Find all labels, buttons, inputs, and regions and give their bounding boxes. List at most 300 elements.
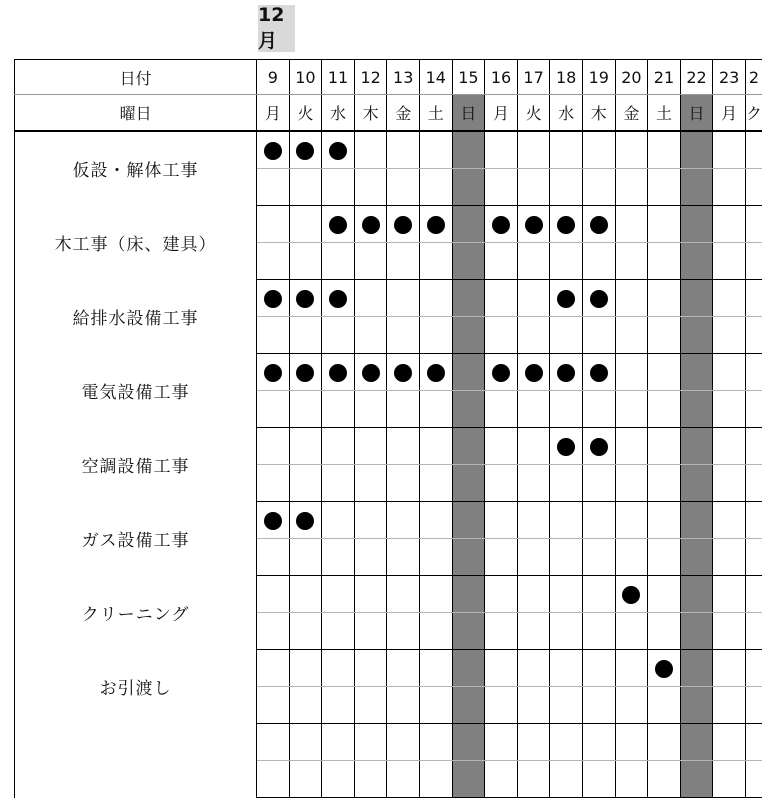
schedule-cell (387, 391, 420, 428)
schedule-cell (322, 317, 355, 354)
schedule-cell (322, 354, 355, 391)
schedule-cell (648, 317, 681, 354)
schedule-cell (517, 761, 550, 798)
task-row (15, 206, 762, 243)
schedule-cell (550, 613, 583, 650)
schedule-cell (452, 724, 485, 761)
schedule-cell (680, 243, 713, 280)
schedule-cell (354, 465, 387, 502)
task-name (15, 428, 257, 502)
schedule-cell (745, 687, 762, 724)
schedule-cell (615, 650, 648, 687)
scheduled-dot-icon (329, 142, 347, 160)
schedule-cell (713, 687, 746, 724)
schedule-cell (582, 539, 615, 576)
schedule-cell (582, 243, 615, 280)
schedule-cell (485, 687, 518, 724)
schedule-cell (713, 354, 746, 391)
schedule-cell (713, 724, 746, 761)
schedule-cell (420, 354, 453, 391)
schedule-cell (485, 354, 518, 391)
date-cell: 17 (517, 60, 550, 95)
schedule-cell (680, 280, 713, 317)
schedule-cell (452, 576, 485, 613)
schedule-cell (713, 539, 746, 576)
weekday-cell: 月 (485, 95, 518, 132)
schedule-cell (289, 687, 322, 724)
schedule-cell (713, 280, 746, 317)
weekday-cell: ク (745, 95, 762, 132)
schedule-cell (322, 687, 355, 724)
schedule-cell (582, 724, 615, 761)
schedule-cell (257, 280, 290, 317)
schedule-cell (289, 317, 322, 354)
schedule-cell (322, 131, 355, 169)
schedule-cell (322, 169, 355, 206)
schedule-cell (420, 206, 453, 243)
weekday-cell: 土 (420, 95, 453, 132)
task-name (15, 650, 257, 724)
schedule-cell (289, 354, 322, 391)
schedule-cell (713, 613, 746, 650)
scheduled-dot-icon (329, 364, 347, 382)
schedule-cell (387, 354, 420, 391)
schedule-cell (257, 354, 290, 391)
schedule-cell (420, 539, 453, 576)
schedule-cell (550, 206, 583, 243)
scheduled-dot-icon (492, 364, 510, 382)
schedule-cell (257, 613, 290, 650)
schedule-cell (582, 169, 615, 206)
task-name-text: 給排水設備工事 (72, 309, 199, 329)
schedule-cell (615, 539, 648, 576)
schedule-cell (322, 280, 355, 317)
schedule-cell (485, 280, 518, 317)
scheduled-dot-icon (557, 438, 575, 456)
date-cell: 14 (420, 60, 453, 95)
schedule-cell (517, 687, 550, 724)
weekday-cell: 木 (354, 95, 387, 132)
schedule-cell (420, 243, 453, 280)
schedule-cell (257, 502, 290, 539)
schedule-cell (354, 502, 387, 539)
weekday-cell: 月 (713, 95, 746, 132)
schedule-cell (648, 169, 681, 206)
weekday-cell: 火 (289, 95, 322, 132)
task-name (15, 576, 257, 650)
schedule-cell (680, 354, 713, 391)
schedule-cell (745, 131, 762, 169)
schedule-cell (582, 131, 615, 169)
schedule-cell (387, 280, 420, 317)
schedule-cell (680, 761, 713, 798)
schedule-cell (713, 391, 746, 428)
schedule-cell (420, 687, 453, 724)
schedule-cell (289, 428, 322, 465)
schedule-cell (387, 206, 420, 243)
scheduled-dot-icon (590, 438, 608, 456)
schedule-cell (713, 465, 746, 502)
schedule-cell (713, 317, 746, 354)
schedule-cell (582, 428, 615, 465)
schedule-cell (517, 502, 550, 539)
schedule-cell (582, 576, 615, 613)
task-row (15, 650, 762, 687)
schedule-cell (745, 465, 762, 502)
schedule-cell (257, 428, 290, 465)
schedule-cell (322, 391, 355, 428)
scheduled-dot-icon (427, 364, 445, 382)
schedule-cell (452, 354, 485, 391)
date-cell: 10 (289, 60, 322, 95)
weekday-cell: 月 (257, 95, 290, 132)
schedule-cell (420, 169, 453, 206)
scheduled-dot-icon (362, 216, 380, 234)
schedule-cell (354, 206, 387, 243)
date-cell: 23 (713, 60, 746, 95)
schedule-cell (452, 391, 485, 428)
schedule-cell (550, 761, 583, 798)
schedule-cell (452, 650, 485, 687)
schedule-cell (648, 650, 681, 687)
schedule-cell (452, 131, 485, 169)
schedule-cell (322, 576, 355, 613)
schedule-cell (289, 391, 322, 428)
schedule-cell (289, 131, 322, 169)
schedule-cell (550, 502, 583, 539)
schedule-cell (485, 206, 518, 243)
task-row (15, 428, 762, 465)
schedule-cell (452, 428, 485, 465)
schedule-cell (452, 169, 485, 206)
schedule-cell (452, 539, 485, 576)
scheduled-dot-icon (557, 216, 575, 234)
schedule-cell (485, 576, 518, 613)
schedule-cell (517, 465, 550, 502)
schedule-cell (257, 576, 290, 613)
schedule-cell (452, 317, 485, 354)
schedule-cell (322, 428, 355, 465)
schedule-cell (680, 576, 713, 613)
schedule-cell (550, 317, 583, 354)
schedule-cell (745, 317, 762, 354)
schedule-cell (354, 391, 387, 428)
scheduled-dot-icon (590, 364, 608, 382)
schedule-cell (485, 131, 518, 169)
schedule-cell (745, 650, 762, 687)
schedule-cell (713, 650, 746, 687)
schedule-cell (257, 131, 290, 169)
schedule-cell (420, 761, 453, 798)
schedule-cell (713, 428, 746, 465)
scheduled-dot-icon (655, 660, 673, 678)
schedule-cell (648, 576, 681, 613)
schedule-cell (257, 391, 290, 428)
schedule-cell (517, 650, 550, 687)
date-header-row (15, 60, 762, 95)
schedule-cell (517, 169, 550, 206)
scheduled-dot-icon (525, 364, 543, 382)
schedule-cell (615, 502, 648, 539)
schedule-cell (745, 206, 762, 243)
schedule-cell (550, 354, 583, 391)
schedule-cell (680, 724, 713, 761)
schedule-cell (387, 613, 420, 650)
schedule-cell (680, 650, 713, 687)
schedule-cell (387, 724, 420, 761)
schedule-cell (387, 131, 420, 169)
schedule-cell (387, 465, 420, 502)
schedule-cell (648, 428, 681, 465)
schedule-cell (387, 317, 420, 354)
schedule-cell (615, 391, 648, 428)
schedule-cell (582, 206, 615, 243)
schedule-cell (550, 280, 583, 317)
schedule-cell (745, 539, 762, 576)
schedule-cell (452, 465, 485, 502)
schedule-cell (582, 391, 615, 428)
schedule-cell (322, 539, 355, 576)
schedule-cell (648, 354, 681, 391)
schedule-cell (615, 243, 648, 280)
task-name-text: お引渡し (99, 679, 172, 699)
weekday-cell: 日 (452, 95, 485, 132)
schedule-cell (680, 465, 713, 502)
scheduled-dot-icon (590, 290, 608, 308)
schedule-cell (615, 576, 648, 613)
scheduled-dot-icon (525, 216, 543, 234)
schedule-cell (517, 613, 550, 650)
schedule-cell (680, 539, 713, 576)
schedule-cell (517, 206, 550, 243)
date-cell: 15 (452, 60, 485, 95)
schedule-cell (648, 280, 681, 317)
schedule-cell (582, 317, 615, 354)
scheduled-dot-icon (622, 586, 640, 604)
schedule-cell (420, 502, 453, 539)
schedule-cell (387, 650, 420, 687)
schedule-cell (387, 502, 420, 539)
schedule-cell (257, 650, 290, 687)
schedule-cell (615, 206, 648, 243)
schedule-cell (517, 428, 550, 465)
schedule-cell (387, 428, 420, 465)
schedule-cell (582, 502, 615, 539)
schedule-cell (745, 243, 762, 280)
schedule-cell (680, 428, 713, 465)
schedule-cell (648, 131, 681, 169)
schedule-cell (550, 539, 583, 576)
schedule-cell (387, 687, 420, 724)
schedule-cell (582, 280, 615, 317)
schedule-cell (485, 428, 518, 465)
schedule-cell (582, 761, 615, 798)
schedule-cell (485, 539, 518, 576)
schedule-cell (517, 539, 550, 576)
schedule-cell (485, 613, 518, 650)
scheduled-dot-icon (394, 364, 412, 382)
scheduled-dot-icon (394, 216, 412, 234)
schedule-cell (420, 280, 453, 317)
schedule-cell (354, 354, 387, 391)
date-cell: 18 (550, 60, 583, 95)
scheduled-dot-icon (264, 290, 282, 308)
schedule-cell (680, 317, 713, 354)
task-name-text: ガス設備工事 (81, 531, 190, 551)
schedule-cell (354, 650, 387, 687)
schedule-cell (289, 650, 322, 687)
schedule-cell (582, 687, 615, 724)
schedule-cell (354, 724, 387, 761)
schedule-cell (550, 169, 583, 206)
schedule-cell (517, 243, 550, 280)
schedule-cell (420, 317, 453, 354)
schedule-cell (713, 502, 746, 539)
schedule-cell (745, 391, 762, 428)
schedule-cell (745, 169, 762, 206)
schedule-cell (517, 576, 550, 613)
schedule-cell (420, 724, 453, 761)
schedule-cell (289, 576, 322, 613)
task-name-text: 木工事（床、建具） (54, 235, 217, 255)
schedule-cell (582, 650, 615, 687)
task-name (15, 724, 257, 798)
schedule-cell (420, 428, 453, 465)
weekday-cell: 日 (680, 95, 713, 132)
schedule-cell (387, 761, 420, 798)
schedule-cell (387, 576, 420, 613)
schedule-cell (354, 243, 387, 280)
schedule-cell (745, 613, 762, 650)
schedule-cell (452, 761, 485, 798)
scheduled-dot-icon (427, 216, 445, 234)
task-name (15, 280, 257, 354)
schedule-cell (257, 724, 290, 761)
schedule-cell (713, 761, 746, 798)
schedule-cell (387, 539, 420, 576)
schedule-cell (485, 724, 518, 761)
scheduled-dot-icon (557, 290, 575, 308)
schedule-cell (387, 169, 420, 206)
weekday-cell: 水 (322, 95, 355, 132)
schedule-cell (615, 613, 648, 650)
schedule-cell (452, 502, 485, 539)
schedule-cell (485, 391, 518, 428)
schedule-cell (648, 724, 681, 761)
schedule-cell (680, 131, 713, 169)
task-name-text: 仮設・解体工事 (72, 161, 199, 182)
scheduled-dot-icon (264, 512, 282, 530)
schedule-cell (517, 724, 550, 761)
schedule-cell (289, 502, 322, 539)
task-name-text: 電気設備工事 (81, 383, 190, 403)
schedule-cell (517, 317, 550, 354)
schedule-cell (745, 502, 762, 539)
schedule-cell (485, 502, 518, 539)
schedule-cell (322, 724, 355, 761)
schedule-cell (354, 687, 387, 724)
date-cell: 19 (582, 60, 615, 95)
schedule-cell (615, 687, 648, 724)
schedule-cell (615, 465, 648, 502)
schedule-cell (354, 761, 387, 798)
task-row (15, 354, 762, 391)
date-cell: 20 (615, 60, 648, 95)
schedule-cell (257, 243, 290, 280)
schedule-cell (289, 243, 322, 280)
schedule-cell (257, 539, 290, 576)
task-row (15, 502, 762, 539)
weekday-cell: 火 (517, 95, 550, 132)
schedule-cell (289, 724, 322, 761)
schedule-cell (615, 354, 648, 391)
schedule-cell (615, 724, 648, 761)
scheduled-dot-icon (329, 216, 347, 234)
schedule-cell (713, 243, 746, 280)
schedule-cell (354, 169, 387, 206)
schedule-cell (354, 576, 387, 613)
schedule-cell (713, 169, 746, 206)
schedule-cell (648, 539, 681, 576)
schedule-cell (420, 576, 453, 613)
schedule-cell (615, 280, 648, 317)
schedule-cell (713, 131, 746, 169)
schedule-cell (420, 391, 453, 428)
schedule-cell (648, 613, 681, 650)
date-cell: 22 (680, 60, 713, 95)
schedule-cell (680, 206, 713, 243)
schedule-cell (289, 465, 322, 502)
scheduled-dot-icon (362, 364, 380, 382)
schedule-cell (648, 391, 681, 428)
schedule-cell (615, 317, 648, 354)
schedule-cell (354, 131, 387, 169)
scheduled-dot-icon (296, 512, 314, 530)
schedule-cell (680, 391, 713, 428)
schedule-cell (648, 243, 681, 280)
schedule-cell (289, 761, 322, 798)
schedule-cell (289, 206, 322, 243)
task-name (15, 502, 257, 576)
schedule-cell (582, 465, 615, 502)
schedule-cell (582, 613, 615, 650)
schedule-cell (648, 687, 681, 724)
schedule-cell (354, 428, 387, 465)
scheduled-dot-icon (264, 364, 282, 382)
schedule-cell (550, 391, 583, 428)
schedule-cell (257, 206, 290, 243)
task-row (15, 131, 762, 169)
schedule-cell (257, 169, 290, 206)
schedule-cell (745, 280, 762, 317)
scheduled-dot-icon (557, 364, 575, 382)
date-cell: 16 (485, 60, 518, 95)
weekday-cell: 金 (615, 95, 648, 132)
month-label: 12月 (258, 5, 295, 52)
schedule-cell (322, 761, 355, 798)
schedule-cell (322, 502, 355, 539)
task-name (15, 354, 257, 428)
schedule-cell (485, 761, 518, 798)
schedule-cell (485, 169, 518, 206)
schedule-cell (550, 428, 583, 465)
scheduled-dot-icon (296, 142, 314, 160)
schedule-cell (257, 465, 290, 502)
scheduled-dot-icon (264, 142, 282, 160)
schedule-cell (713, 576, 746, 613)
schedule-cell (289, 280, 322, 317)
scheduled-dot-icon (329, 290, 347, 308)
